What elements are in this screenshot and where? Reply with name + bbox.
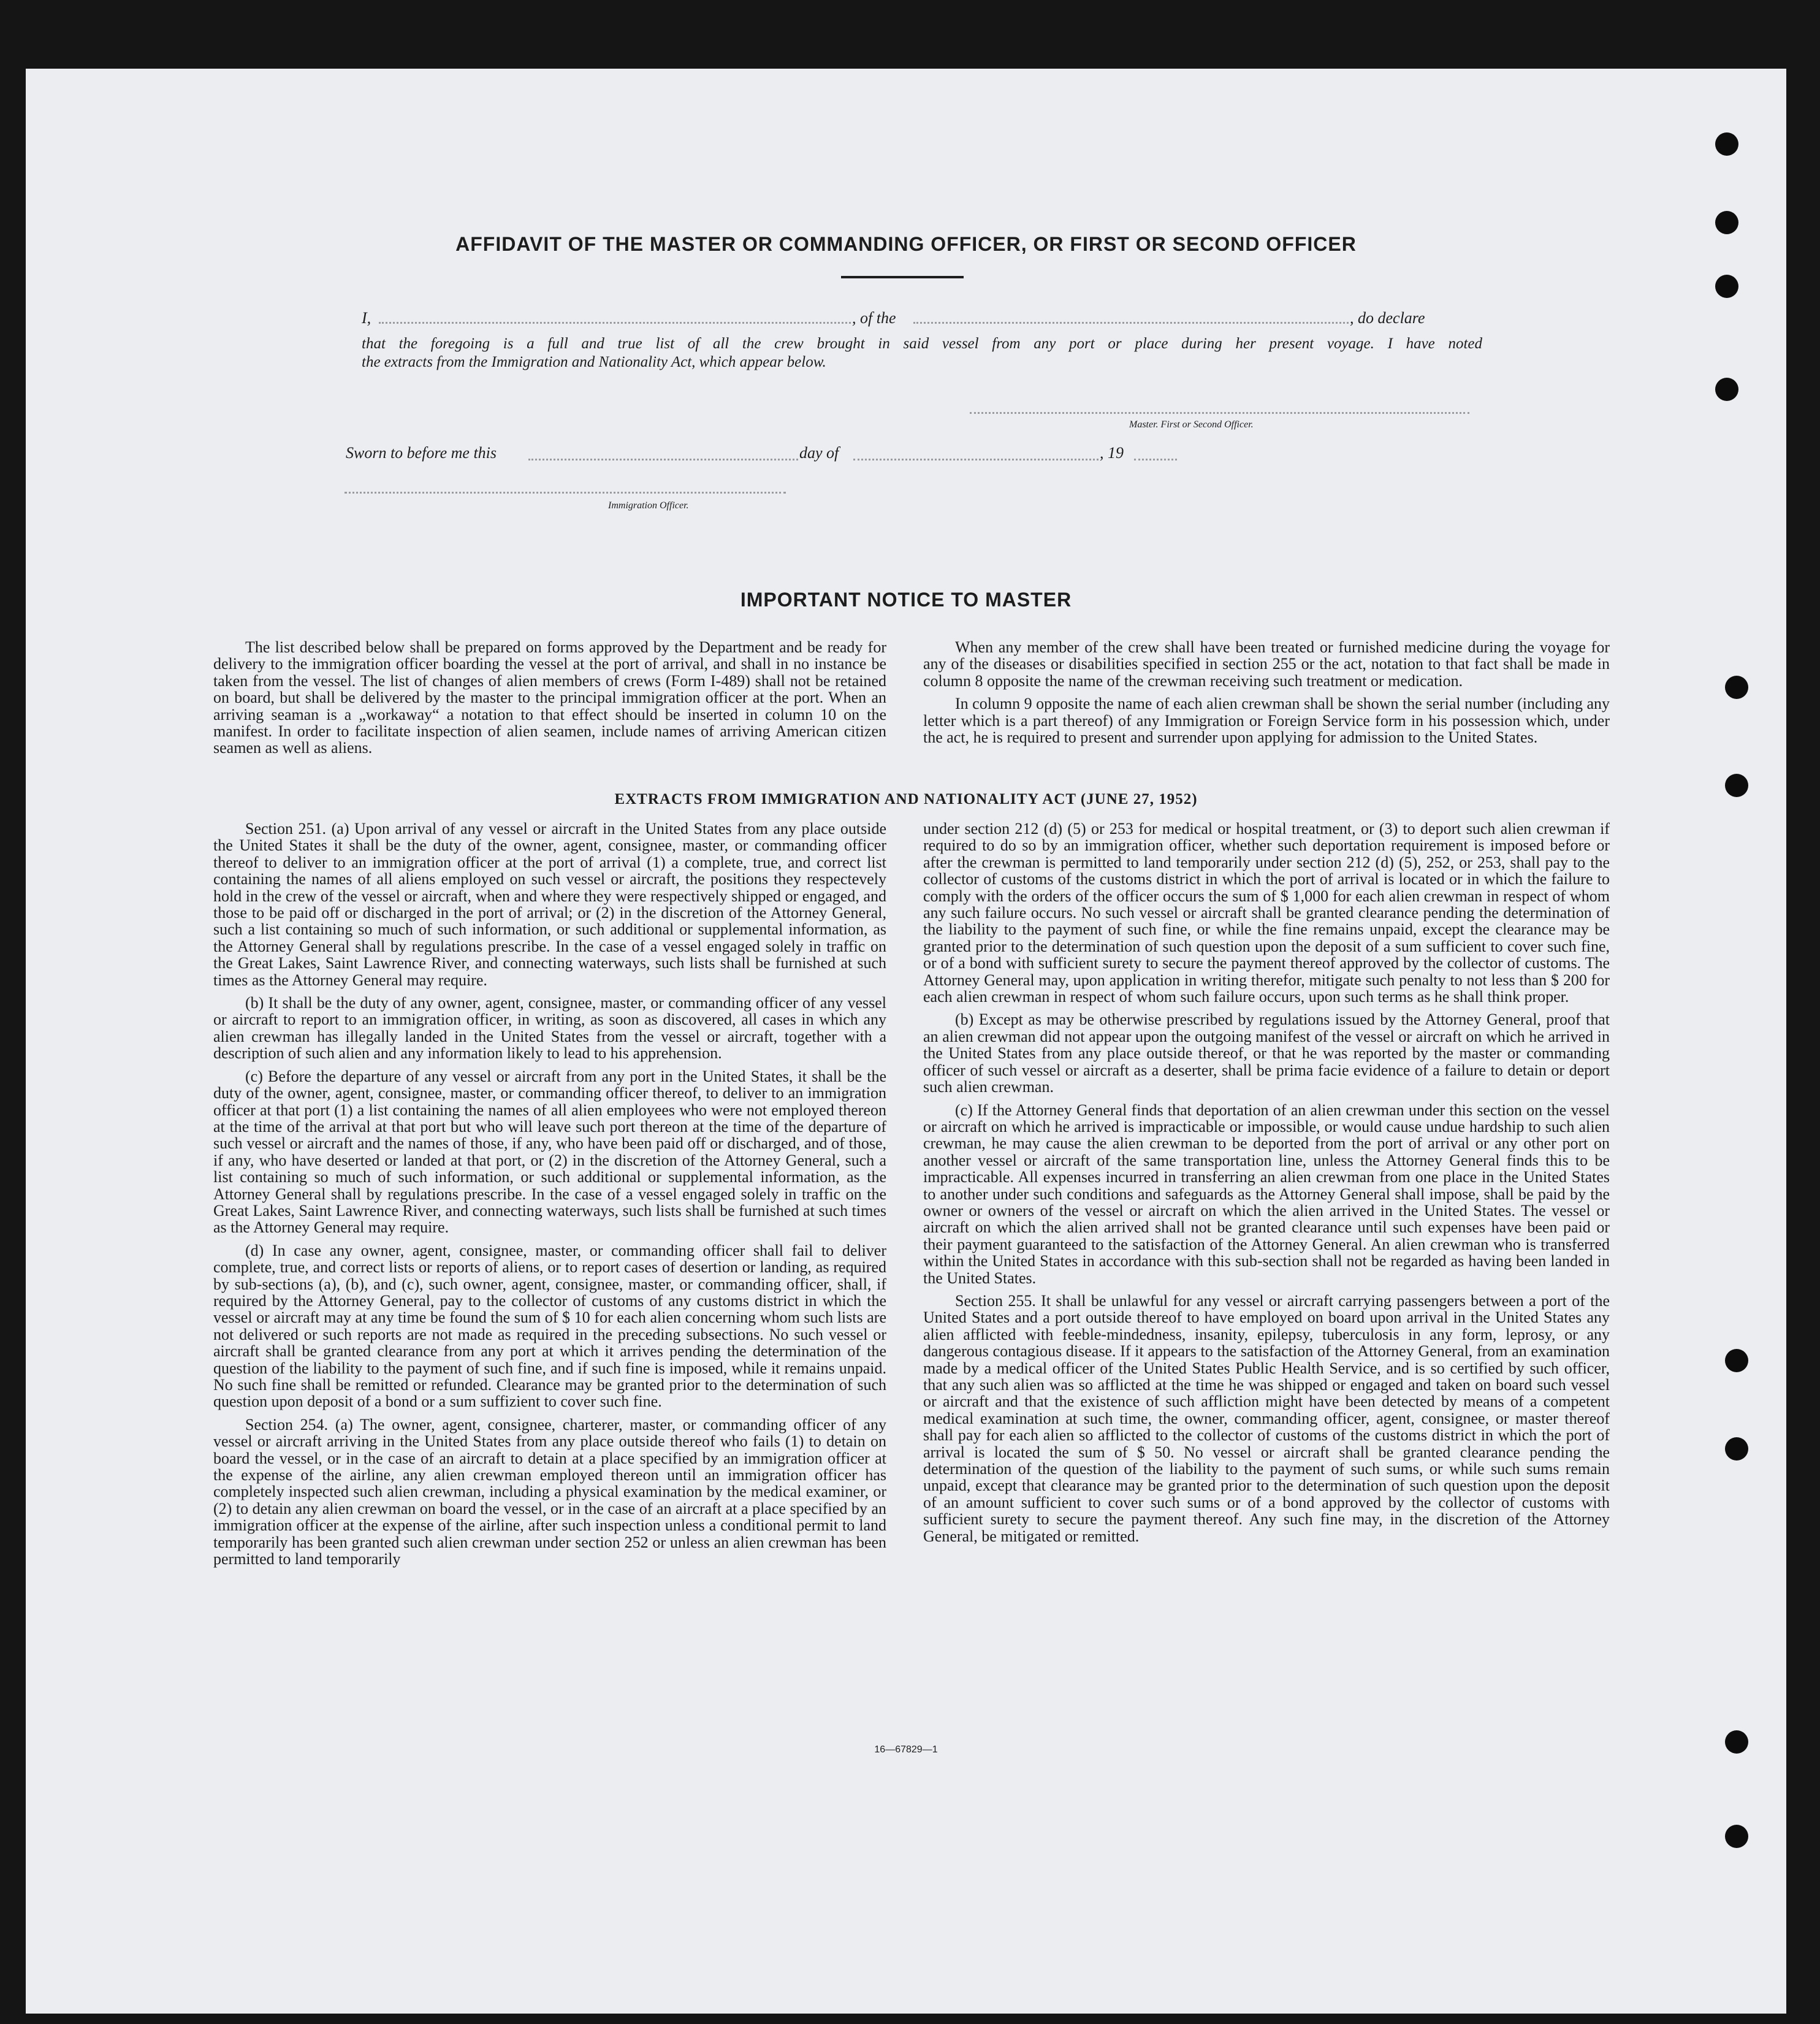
sworn-year-field[interactable] <box>1134 459 1177 460</box>
extracts-right-paragraph: Section 255. It shall be unlawful for any vessel or aircraft carrying passengers between a port of the United States and a port outside thereof to have employed on board upon arrival in the United States any alien afflicted with feeble-mindedness, insanity, epilepsy, tuberculosis in any form, leprosy, or any dangerous contagious disease. If it appears to the satisfaction of the Attorney General, from an examination made by a medical officer of the United States Public Health Service, and is so certified by such officer, that any such alien was so afflicted at the time he was shipped or engaged and taken on board such vessel or aircraft and that the existence of such affliction might have been detected by means of a competent medical examination at such time, the owner, commanding officer, agent, consignee, or master thereof shall pay for each alien so afflicted to the collector of customs of the customs district in which the port of arrival is located the sum of $ 50. No vessel or aircraft shall be granted clearance pending the determination of the question of the liability to the payment of such sums, or while such sums remain unpaid, except that clearance may be granted prior to the determination of such question upon the deposit of an amount sufficient to cover such sums or of a bond approved by the collector of customs with sufficient surety to secure the payment thereof. Any such fine may, in the discretion of the Attorney General, be mitigated or remitted. <box>923 1291 1610 1545</box>
extracts-left-paragraph: (c) Before the departure of any vessel or aircraft from any port in the United States, it shall be the duty of the owner, agent, consignee, master, or commanding officer thereof, to deliver to an immigration officer at that port (1) a list containing the names of all alien employees who were not employed thereon at the time of the arrival at that port but who will leave such port thereon at the time of the departure of such vessel or aircraft and the names of those, if any, who have been paid off or discharged, and of those, if any, who have deserted or landed at that port, or (2) in the discretion of the Attorney General, such a list containing so much of such information, or such additional or supplemental information, as the Attorney General shall by regulations prescribe. In the case of a vessel engaged solely in traffic on the Great Lakes, Saint Lawrence River, and connecting waterways, such lists shall be furnished at such times as the Attorney General may require. <box>213 1067 886 1237</box>
title-rule <box>841 276 964 278</box>
declaration-line-1: that the foregoing is a full and true list of all the crew brought in said vessel from any port or place during her present voyage. I have noted <box>362 335 1482 352</box>
extracts-right-paragraph: under section 212 (d) (5) or 253 for medical or hospital treatment, or (3) to deport such alien crewman if required to do so by an immigration officer, whether such deportation requirement is imposed before or after the crewman is permitted to land temporarily under section 212 (d) (5), 252, or 253, shall pay to the collector of customs of the customs district in which the port of arrival is located or in which the failure to comply with the orders of the officer occurs the sum of $ 1,000 for each alien crewman in respect of whom any such failure occurs. No such vessel or aircraft shall be granted clearance pending the determination of the liability to the payment of such fine, or while the fine remains unpaid, except the clearance may be granted prior to the determination of such question upon the deposit of a sum sufficient to cover such fine, or of a bond with sufficient surety to secure the payment thereof approved by the collector of customs. The Attorney General may, upon application in writing therefor, mitigate such penalty to not less than $ 200 for each alien crewman in respect of whom such failure occurs, upon such terms as he shall think proper. <box>923 820 1610 1006</box>
sworn-month-field[interactable] <box>853 459 1098 460</box>
extracts-left-paragraph: (b) It shall be the duty of any owner, agent, consignee, master, or commanding officer of any vessel or aircraft to report to an immigration officer, in writing, as soon as discovered, all cases in which any alien crewman has illegally landed in the United States from the vessel or aircraft, together with a description of such alien and any information likely to lead to his apprehension. <box>213 994 886 1063</box>
year-label: , 19 <box>1100 444 1124 462</box>
notice-right-paragraph: In column 9 opposite the name of each alien crewman shall be shown the serial number (including any letter which is a part thereof) of any Immigration or Foreign Service form in his possession which, under the act, he is required to present and surrender upon applying for admission to the United States. <box>923 695 1610 747</box>
punch-hole <box>1715 378 1738 401</box>
vessel-field[interactable] <box>913 322 1349 324</box>
sworn-day-field[interactable] <box>528 459 798 460</box>
of-the-label: , of the <box>852 309 896 327</box>
extracts-left-paragraph: Section 251. (a) Upon arrival of any vessel or aircraft in the United States from any place outside the United States it shall be the duty of the owner, agent, consignee, master, or commanding officer thereof to deliver to an immigration officer at the port of arrival (1) a complete, true, and correct list containing the names of all aliens employed on such vessel or aircraft, the positions they respectevely hold in the crew of the vessel or aircraft, when and where they were respectively shipped or engaged, and those to be paid off or discharged in the port of arrival; or (2) in the discretion of the Attorney General, such a list containing so much of such information, or such additional or supplemental information, as the Attorney General shall by regulations prescribe. In the case of a vessel engaged solely in traffic on the Great Lakes, Saint Lawrence River, and connecting waterways, such lists shall be furnished at such times as the Attorney General may require. <box>213 820 886 989</box>
declaration-line-2: the extracts from the Immigration and Nationality Act, which appear below. <box>362 354 826 370</box>
punch-hole <box>1725 1437 1748 1461</box>
extracts-title: EXTRACTS FROM IMMIGRATION AND NATIONALITY ACT (JUNE 27, 1952) <box>614 791 1198 808</box>
notice-right-column <box>923 639 1610 746</box>
punch-hole <box>1715 211 1738 234</box>
sworn-label: Sworn to before me this <box>346 444 497 462</box>
signature-caption: Master. First or Second Officer. <box>1129 419 1254 430</box>
punch-hole <box>1715 275 1738 298</box>
officer-caption: Immigration Officer. <box>608 500 689 511</box>
day-of-label: day of <box>799 444 839 462</box>
i-label: I, <box>362 309 371 327</box>
extracts-right-column <box>923 820 1610 1545</box>
extracts-left-paragraph: (d) In case any owner, agent, consignee, master, or commanding officer shall fail to deliver complete, true, and correct lists or reports of aliens, or to report cases of desertion or landing, as required by sub-sections (a), (b), and (c), such owner, agent, consignee, master, or commanding officer, shall, if required by the Attorney General, pay to the collector of customs of any customs district in which the vessel or aircraft may at any time be found the sum of $ 10 for each alien concerning whom such lists are not delivered or such reports are not made as required in the preceding subsections. No such vessel or aircraft shall be granted clearance from any port at which it arrives pending the determination of the question of the liability to the payment of such fine, and if such fine is imposed, while it remains unpaid. No such fine shall be remitted or refunded. Clearance may be granted prior to the determination of such question upon deposit of a bond or a sum suffizient to cover such fine. <box>213 1241 886 1411</box>
notice-title: IMPORTANT NOTICE TO MASTER <box>740 589 1072 611</box>
extracts-right-paragraph: (c) If the Attorney General finds that deportation of an alien crewman under this section on the vessel or aircraft on which he arrived is impracticable or impossible, or would cause undue hardship to such alien crewman, he may cause the alien crewman to be deported from the port of arrival or any other port on another vessel or aircraft of the same transportation line, unless the Attorney General finds this to be impracticable. All expenses incurred in transferring an alien crewman from one place in the United States to another under such conditions and safeguards as the Attorney General shall impose, shall be paid by the owner or owners of the vessel or aircraft on which the alien arrived in the United States. The vessel or aircraft on which the alien arrived shall not be granted clearance until such expenses have been paid or their payment guaranteed to the satisfaction of the Attorney General. An alien crewman who is transferred within the United States in accordance with this sub-section shall not be regarded as having been landed in the United States. <box>923 1101 1610 1287</box>
notice-left-column <box>213 639 886 757</box>
punch-hole <box>1725 774 1748 797</box>
punch-hole <box>1725 676 1748 699</box>
do-declare-label: , do declare <box>1350 309 1425 327</box>
extracts-left-column <box>213 820 886 1567</box>
punch-hole <box>1725 1825 1748 1848</box>
officer-signature-field[interactable] <box>345 492 786 494</box>
master-signature-field[interactable] <box>970 412 1469 414</box>
extracts-right-paragraph: (b) Except as may be otherwise prescribed by regulations issued by the Attorney General, proof that an alien crewman did not appear upon the outgoing manifest of the vessel or aircraft on which he arrived in the United States from any place outside thereof, or that he was reported by the master or commanding officer of such vessel or aircraft as a deserter, shall be prima facie evidence of a failure to detain or deport such alien crewman. <box>923 1010 1610 1096</box>
extracts-left-paragraph: Section 254. (a) The owner, agent, consignee, charterer, master, or commanding officer of any vessel or aircraft arriving in the United States from any place outside thereof who fails (1) to detain on board the vessel, or in the case of an aircraft to detain at a place specified by an immigration officer at the expense of the airline, any alien crewman employed thereon until an immigration officer has completely inspected such alien crewman, including a physical examination by the medical examiner, or (2) to detain any alien crewman on board the vessel, or in the case of an aircraft at a place specified by an immigration officer at the expense of the airline, after such inspection unless a conditional permit to land temporarily has been granted such alien crewman under section 252 or unless an alien crewman has been permitted to land temporarily <box>213 1415 886 1568</box>
affidavit-title: AFFIDAVIT OF THE MASTER OR COMMANDING OFFICER, OR FIRST OR SECOND OFFICER <box>455 233 1357 255</box>
notice-left-paragraph: The list described below shall be prepared on forms approved by the Department and be ready for delivery to the immigration officer boarding the vessel at the port of arrival, and shall in no instance be taken from the vessel. The list of changes of alien members of crews (Form I-489) shall not be retained on board, but shall be delivered by the master to the principal immigration officer at the port. When an arriving seaman is a „workaway“ a notation to that effect should be inserted in column 10 on the manifest. In order to facilitate inspection of alien seamen, include names of arriving American citizen seamen as well as aliens. <box>213 638 886 757</box>
punch-hole <box>1725 1730 1748 1754</box>
name-field[interactable] <box>379 322 851 324</box>
punch-hole <box>1715 132 1738 156</box>
document-page <box>26 69 1786 2014</box>
notice-right-paragraph: When any member of the crew shall have been treated or furnished medicine during the voyage for any of the diseases or disabilities specified in section 255 or the act, notation to that fact shall be made in column 8 opposite the name of the crewman receiving such treatment or medication. <box>923 638 1610 690</box>
form-number: 16—67829—1 <box>874 1744 938 1755</box>
punch-hole <box>1725 1349 1748 1372</box>
